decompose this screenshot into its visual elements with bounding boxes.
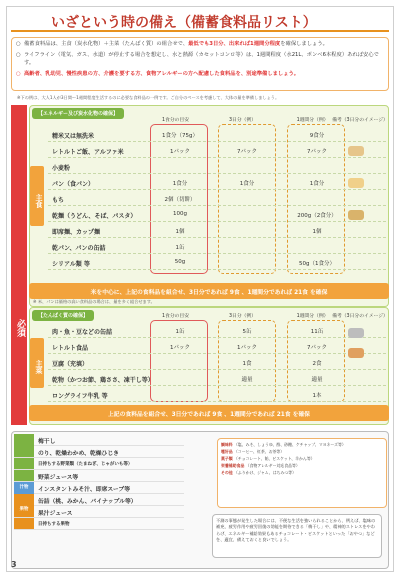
example-note: ※下の例は、大人1人が3日間～1週間程度生活するのに必要な食料品の一例です。ご自分のペースを考慮して、大体の量を準備しましょう。 [17,95,280,100]
noodle-icon [348,210,364,220]
required-label: 必須 [11,105,27,425]
list-item: 日持ちする野菜類（たまねぎ、じゃがいも等） [14,458,184,470]
canned-food-icon [348,328,364,338]
staple-food-section [29,105,389,307]
protein-row: レトルト食品 1パック 1パック 7パック [48,340,386,354]
list-item: のり、乾燥わかめ、乾燥ひじき [14,446,184,458]
bread-icon [348,178,364,188]
other-item: 調味料 （塩、みそ、しょうゆ、酢、砂糖、ケチャップ、マヨネーズ等） [221,442,346,447]
col-1week: 1週間分（例） [296,314,329,319]
staple-row: レトルトご飯、アルファ米 1パック 7パック 7パック [48,144,386,158]
list-tag: 果物 [14,494,34,530]
staple-side-label: 主食 [30,166,44,226]
other-item: 菓子類 （チョコレート、飴、ビスケット、羊かん等） [221,456,315,461]
side-dish-section [11,431,389,569]
document-page [6,6,394,572]
other-item: 栄養補助食品 （食物アレルギー対応食品等） [221,463,300,468]
tip-box: 不測の事態が発生した場合には、不便な生活を強いられることから、例えば、塩味の補充、疲労作用や疲労回復の効能を期待できる「梅干し」や、精神的ストレスをやわらげ、エネルギー補給効果もあるチョコレート・ビスケットといった「おやつ」などを、適宜、備えておくと良いでしょう。 [212,514,382,558]
page-number: 3 [11,560,17,569]
other-items-panel [217,438,387,508]
list-item: 果物 缶詰（桃、みかん、パイナップル等） [14,494,184,506]
list-item: 果汁ジュース [14,506,184,518]
staple-row: パン（食パン） 1食分 1食分 1食分 [48,176,386,190]
protein-row: 乾物（かつお節、鶏ささ、凍干し等） 適量 適量 [48,372,386,386]
list-item: 梅干し [14,434,184,446]
col-per-meal: 1食分の目安 [161,314,190,319]
staple-row: 即席麺、カップ麺 1個 1個 [48,224,386,238]
intro-box [11,37,389,91]
protein-row: 豆腐（充填） 1食 2食 [48,356,386,370]
col-3days: 3日分（例） [228,118,257,123]
staple-summary: 米を中心に、上記の食料品を組合せ、3日分であれば 9食 、1週間分であれば 21食 を確保 [29,283,389,299]
staple-row: 精米又は無洗米 1食分（75g） 9食分 [48,128,386,142]
list-item: 野菜ジュース等 [14,470,184,482]
col-1week: 1週間分（例） [296,118,329,123]
list-item: 日持ちする果物 [14,518,184,530]
protein-row: ロングライフ牛乳 等 1本 [48,388,386,402]
staple-row: 乾パン、パンの缶詰 1缶 [48,240,386,254]
staple-row: 小麦粉 [48,160,386,174]
page-title-bar [11,10,389,32]
other-item: 嗜好品 （コーヒー、紅茶、お茶等） [221,449,285,454]
intro-point-2: ○ ライフライン（電気、ガス、水道）が停止する場合を想定し、水と熱源（カセットコンロ等）は、1週間程度（水21L、ボンベ6本程度）あれば安心です。 [16,51,384,67]
staple-row: シリアル類 等 50g 50g（1食分） [48,256,386,270]
protein-summary: 上記の食料品を組合せ、3日分であれば 9食 、1週間分であれば 21食 を確保 [29,405,389,421]
staple-row: もち 2個（切餅） [48,192,386,206]
retort-pouch-icon [348,348,364,358]
page-title: いざという時の備え（備蓄食料品リスト） [51,15,317,31]
col-per-meal: 1食分の目安 [161,118,190,123]
list-tag: 汁物 [14,482,34,494]
staple-section-header: 【エネルギー及び炭水化物の確保】 [32,108,124,119]
col-notes: 備考（3日分のイメージ） [332,314,388,319]
rice-pack-icon [348,146,364,156]
protein-row: 肉・魚・豆などの缶詰 1缶 5缶 11缶 [48,324,386,338]
intro-point-3: ○ 高齢者、乳幼児、慢性疾患の方、介護を要する方、食物アレルギーの方へ配慮した食料品を、別途準備しましょう。 [16,70,384,78]
protein-side-label: 主菜 [30,338,44,388]
staple-row: 乾麺（うどん、そば、パスタ） 100g 200g（2食分） [48,208,386,222]
list-item: 汁物 インスタントみそ汁、即席スープ等 [14,482,184,494]
staple-note: ※ 米、パンは価格の高い食料品の場合は、量を多く組合せます。 [33,299,155,304]
side-dish-list [14,434,184,530]
intro-point-1: ○ 備蓄食料品は、主食（炭水化物）＋主菜（たんぱく質）の組合せで、最低でも3日分、出来れば1週間分程度を確保しましょう。 [16,40,384,48]
col-notes: 備考（3日分のイメージ） [332,118,388,123]
protein-section-header: 【たんぱく質の確保】 [32,310,94,321]
col-3days: 3日分（例） [228,314,257,319]
other-item: その他 （ふりかけ、ジャム、はちみつ等） [221,470,296,475]
